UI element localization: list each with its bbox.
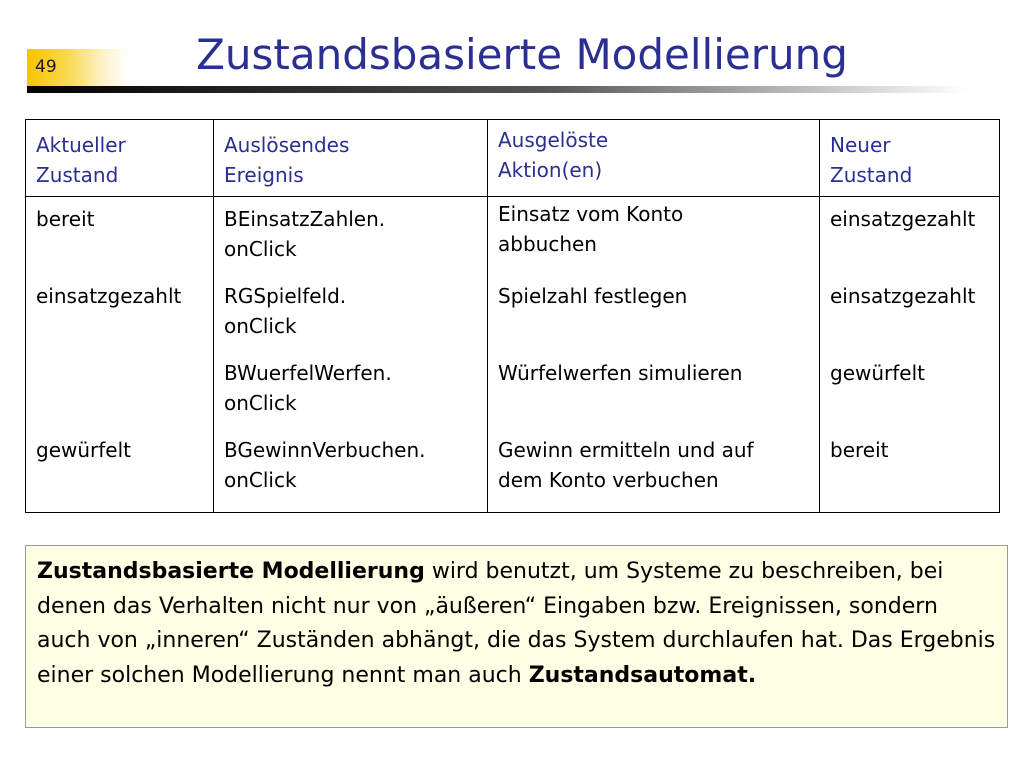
definition-text: wird benutzt, um Systeme zu beschreiben, bei denen das Verhalten nicht nur von „äußeren“ Eingaben bzw. Ereignissen, sondern auch von „inneren“ Zuständen abhängt, die das System durchlaufen hat. Das Ergebnis einer solchen Modellierung nennt man auch [37, 559, 996, 688]
cell-line: BGewinnVerbuchen. [224, 438, 426, 462]
cell-trigger-event [214, 435, 488, 513]
cell-current-state [26, 358, 214, 435]
cell-line: RGSpielfeld. [224, 284, 347, 308]
cell-line: onClick [224, 237, 297, 261]
header-line: Ereignis [224, 163, 304, 187]
cell-new-state: einsatzgezahlt [820, 197, 1000, 282]
slide-title: Zustandsbasierte Modellierung [196, 30, 848, 79]
table-row [26, 435, 1000, 513]
title-divider [27, 86, 967, 93]
slide-number: 49 [27, 49, 127, 86]
header-line: Auslösendes [224, 133, 350, 157]
table-row [26, 281, 1000, 358]
cell-new-state: gewürfelt [820, 358, 1000, 435]
cell-triggered-action [488, 358, 820, 435]
cell-trigger-event [214, 197, 488, 282]
cell-line: abbuchen [498, 232, 597, 256]
cell-line: Würfelwerfen simulieren [498, 361, 743, 385]
state-transition-table [25, 119, 1000, 513]
cell-current-state: bereit [26, 197, 214, 282]
header-line: Zustand [36, 163, 119, 187]
header-new-state [820, 120, 1000, 197]
cell-trigger-event [214, 358, 488, 435]
cell-trigger-event [214, 281, 488, 358]
cell-new-state: bereit [820, 435, 1000, 513]
cell-line: onClick [224, 468, 297, 492]
cell-line: BEinsatzZahlen. [224, 207, 386, 231]
header-line: Aktueller [36, 133, 126, 157]
header-line: Ausgelöste [498, 128, 609, 152]
cell-line: Gewinn ermitteln und auf [498, 438, 754, 462]
header-trigger-event [214, 120, 488, 197]
cell-line: Spielzahl festlegen [498, 284, 688, 308]
cell-current-state: einsatzgezahlt [26, 281, 214, 358]
cell-triggered-action [488, 435, 820, 513]
cell-line: Einsatz vom Konto [498, 202, 684, 226]
table-row [26, 197, 1000, 282]
header-line: Zustand [830, 163, 913, 187]
table-row [26, 358, 1000, 435]
cell-current-state: gewürfelt [26, 435, 214, 513]
header-triggered-action [488, 120, 820, 197]
header-current-state [26, 120, 214, 197]
table-header-row [26, 120, 1000, 197]
header-line: Aktion(en) [498, 158, 603, 182]
definition-term: Zustandsbasierte Modellierung [37, 559, 425, 584]
cell-line: onClick [224, 391, 297, 415]
cell-new-state: einsatzgezahlt [820, 281, 1000, 358]
header-line: Neuer [830, 133, 891, 157]
cell-line: BWuerfelWerfen. [224, 361, 392, 385]
cell-triggered-action [488, 281, 820, 358]
cell-line: onClick [224, 314, 297, 338]
definition-box [25, 545, 1008, 728]
result-term: Zustandsautomat. [528, 662, 757, 688]
cell-triggered-action [488, 197, 820, 282]
cell-line: dem Konto verbuchen [498, 468, 719, 492]
